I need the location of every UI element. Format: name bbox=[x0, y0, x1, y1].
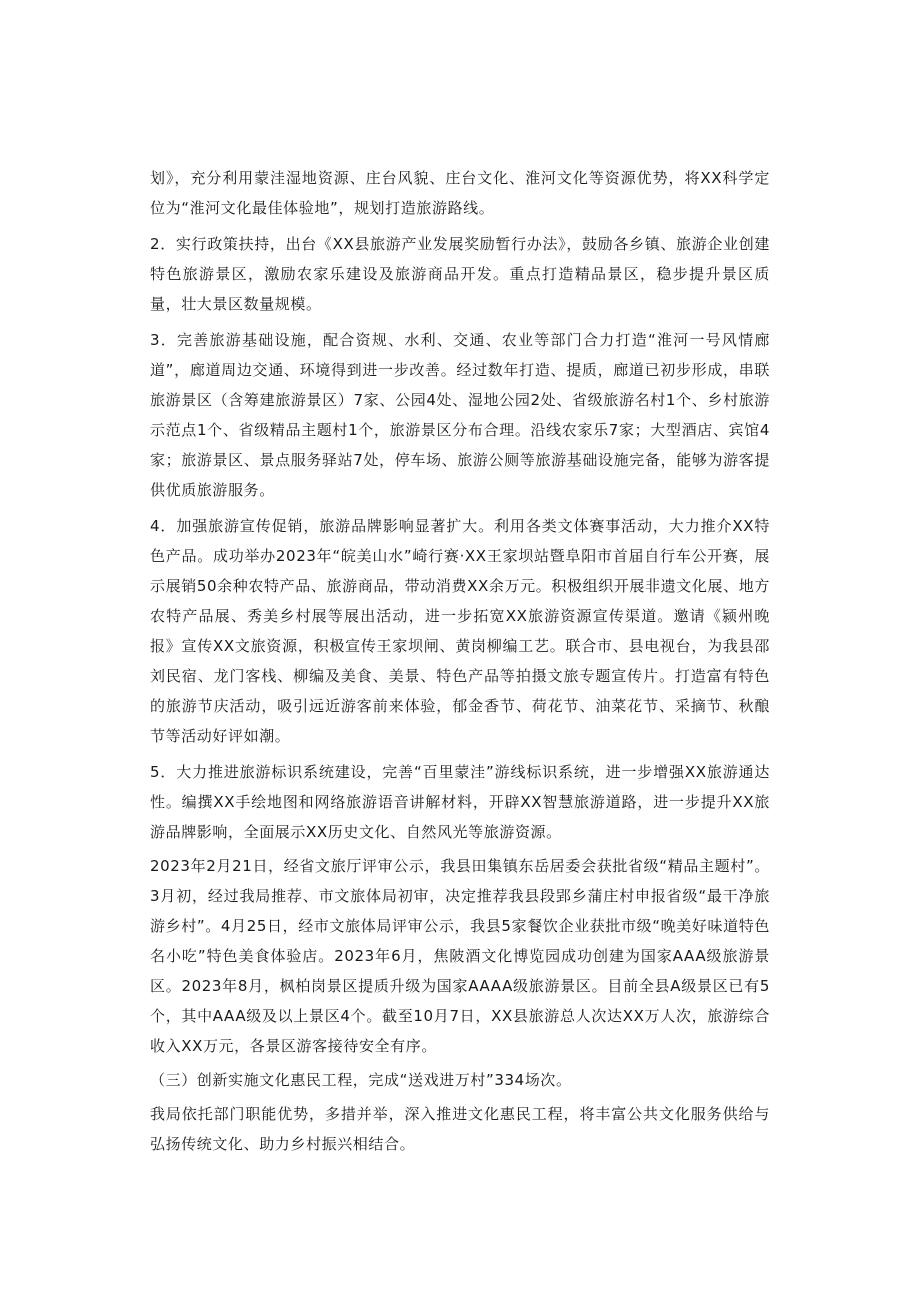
paragraph-item-4-promotion: 4．加强旅游宣传促销，旅游品牌影响显著扩大。利用各类文体赛事活动，大力推介XX特色产品。成功举办2023年“皖美山水”崎行赛·XX王家坝站暨阜阳市首届自行车公开赛，展示展销50余种农特产品、旅游商品，带动消费XX余万元。积极组织开展非遗文化展、地方农特产品展、秀美乡村展等展出活动，进一步拓宽XX旅游资源宣传渠道。邀请《颍州晚报》宣传XX文旅资源，积极宣传王家坝闸、黄岗柳编工艺。联合市、县电视台，为我县邵刘民宿、龙门客栈、柳编及美食、美景、特色产品等拍摄文旅专题宣传片。打造富有特色的旅游节庆活动，吸引远近游客前来体验，郁金香节、荷花节、油菜花节、采摘节、秋酿节等活动好评如潮。 bbox=[150, 517, 770, 745]
paragraph-item-3-infrastructure: 3．完善旅游基础设施，配合资规、水利、交通、农业等部门合力打造“淮河一号风情廊道”，廊道周边交通、环境得到进一步改善。经过数年打造、提质，廊道已初步形成，串联旅游景区（含筹建旅游景区）7家、公园4处、湿地公园2处、省级旅游名村1个、乡村旅游示范点1个、省级精品主题村1个，旅游景区分布合理。沿线农家乐7家；大型酒店、宾馆4家；旅游景区、景点服务驿站7处，停车场、旅游公厕等旅游基础设施完备，能够为游客提供优质旅游服务。 bbox=[150, 331, 770, 499]
paragraph-intro-continued: 划》，充分利用蒙洼湿地资源、庄台风貌、庄台文化、淮河文化等资源优势，将XX科学定位为“淮河文化最佳体验地”，规划打造旅游路线。 bbox=[150, 169, 770, 217]
section-heading-cultural-benefit: （三）创新实施文化惠民工程，完成“送戏进万村”334场次。 bbox=[150, 1071, 572, 1089]
paragraph-item-5-signage: 5．大力推进旅游标识系统建设，完善“百里蒙洼”游线标识系统，进一步增强XX旅游通达性。编撰XX手绘地图和网络旅游语音讲解材料，开辟XX智慧旅游道路，进一步提升XX旅游品牌影响，全面展示XX历史文化、自然风光等旅游资源。 bbox=[150, 763, 770, 841]
document-body bbox=[150, 163, 770, 1165]
paragraph-cultural-benefit-intro: 我局依托部门职能优势，多措并举，深入推进文化惠民工程，将丰富公共文化服务供给与弘扬传统文化、助力乡村振兴相结合。 bbox=[150, 1105, 770, 1153]
paragraph-2023-achievements: 2023年2月21日，经省文旅厅评审公示，我县田集镇东岳居委会获批省级“精品主题村”。3月初，经过我局推荐、市文旅体局初审，决定推荐我县段郢乡蒲庄村申报省级“最干净旅游乡村”。4月25日，经市文旅体局评审公示，我县5家餐饮企业获批市级“晚美好味道特色名小吃”特色美食体验店。2023年6月，焦陂酒文化博览园成功创建为国家AAA级旅游景区。2023年8月，枫柏岗景区提质升级为国家AAAA级旅游景区。目前全县A级景区已有5个，其中AAA级及以上景区4个。截至10月7日，XX县旅游总人次达XX万人次，旅游综合收入XX万元，各景区游客接待安全有序。 bbox=[150, 857, 770, 1055]
paragraph-item-2-policy-support: 2．实行政策扶持，出台《XX县旅游产业发展奖励暂行办法》，鼓励各乡镇、旅游企业创建特色旅游景区，激励农家乐建设及旅游商品开发。重点打造精品景区，稳步提升景区质量，壮大景区数量规模。 bbox=[150, 235, 770, 313]
